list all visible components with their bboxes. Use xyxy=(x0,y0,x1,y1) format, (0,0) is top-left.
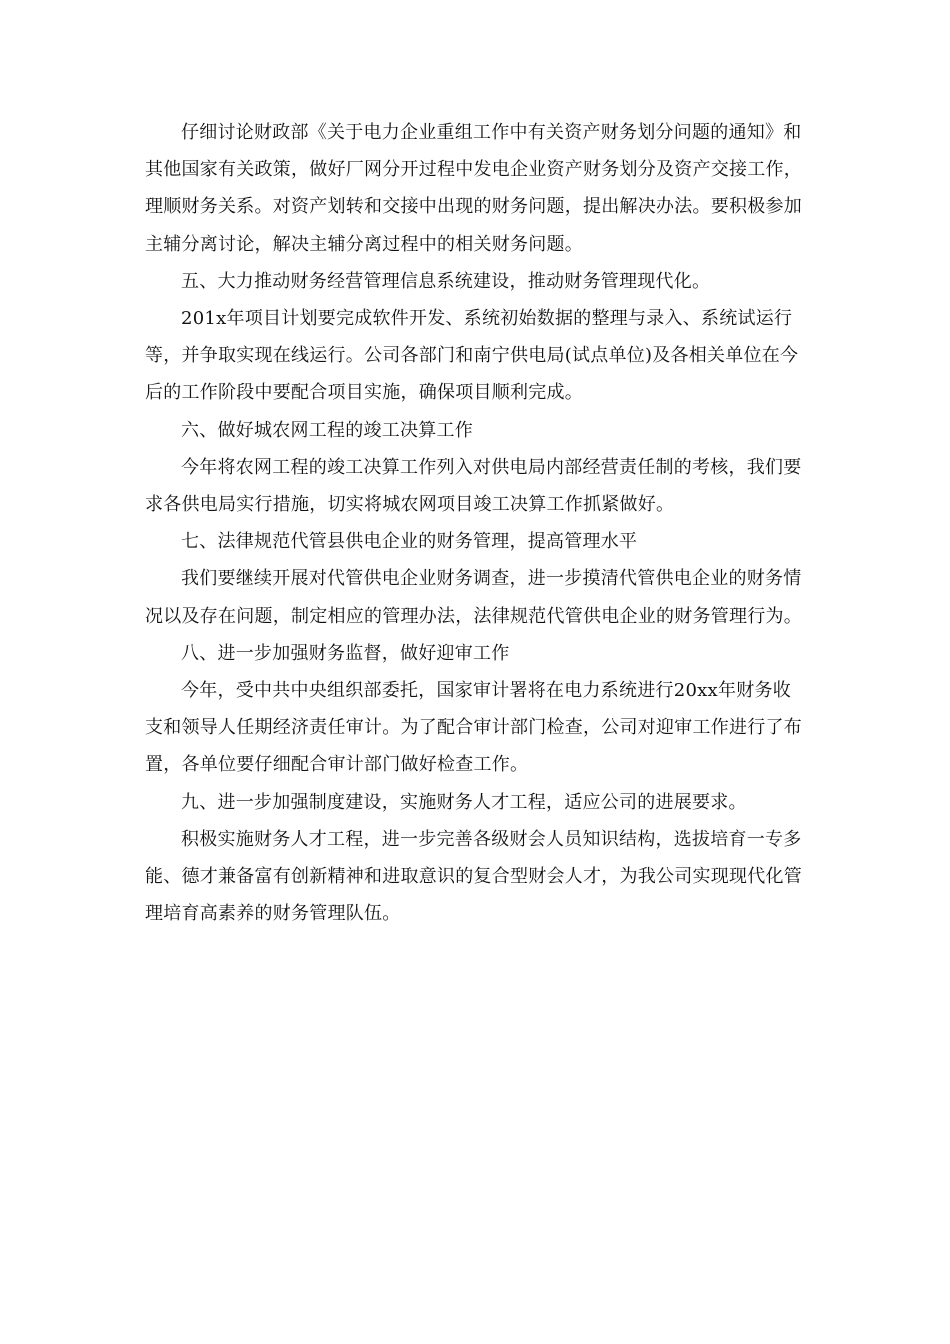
paragraph-3: 今年将农网工程的竣工决算工作列入对供电局内部经营责任制的考核，我们要求各供电局实行措施，切实将城农网项目竣工决算工作抓紧做好。 xyxy=(145,456,802,516)
heading-6: 六、做好城农网工程的竣工决算工作 xyxy=(181,419,473,441)
document-body xyxy=(145,114,807,932)
heading-7: 七、法律规范代管县供电企业的财务管理，提高管理水平 xyxy=(181,531,638,553)
paragraph-5: 今年，受中共中央组织部委托，国家审计署将在电力系统进行20xx年财务收支和领导人任期经济责任审计。为了配合审计部门检查，公司对迎审工作进行了布置，各单位要仔细配合审计部门做好检查工作。 xyxy=(145,680,802,776)
paragraph-4: 我们要继续开展对代管供电企业财务调查，进一步摸清代管供电企业的财务情况以及存在问题，制定相应的管理办法，法律规范代管供电企业的财务管理行为。 xyxy=(145,568,802,627)
paragraph-6: 积极实施财务人才工程，进一步完善各级财会人员知识结构，选拔培育一专多能、德才兼备富有创新精神和进取意识的复合型财会人才，为我公司实现现代化管理培育高素养的财务管理队伍。 xyxy=(145,828,802,925)
heading-5: 五、大力推动财务经营管理信息系统建设，推动财务管理现代化。 xyxy=(181,270,711,292)
heading-8: 八、进一步加强财务监督，做好迎审工作 xyxy=(181,642,510,664)
heading-9: 九、进一步加强制度建设，实施财务人才工程，适应公司的进展要求。 xyxy=(181,791,747,813)
paragraph-1: 仔细讨论财政部《关于电力企业重组工作中有关资产财务划分问题的通知》和其他国家有关政策，做好厂网分开过程中发电企业资产财务划分及资产交接工作，理顺财务关系。对资产划转和交接中出现的财务问题，提出解决办法。要积极参加主辅分离讨论，解决主辅分离过程中的相关财务问题。 xyxy=(145,122,802,255)
paragraph-2: 201x年项目计划要完成软件开发、系统初始数据的整理与录入、系统试运行等，并争取实现在线运行。公司各部门和南宁供电局(试点单位)及各相关单位在今后的工作阶段中要配合项目实施，确保项目顺利完成。 xyxy=(145,308,799,404)
